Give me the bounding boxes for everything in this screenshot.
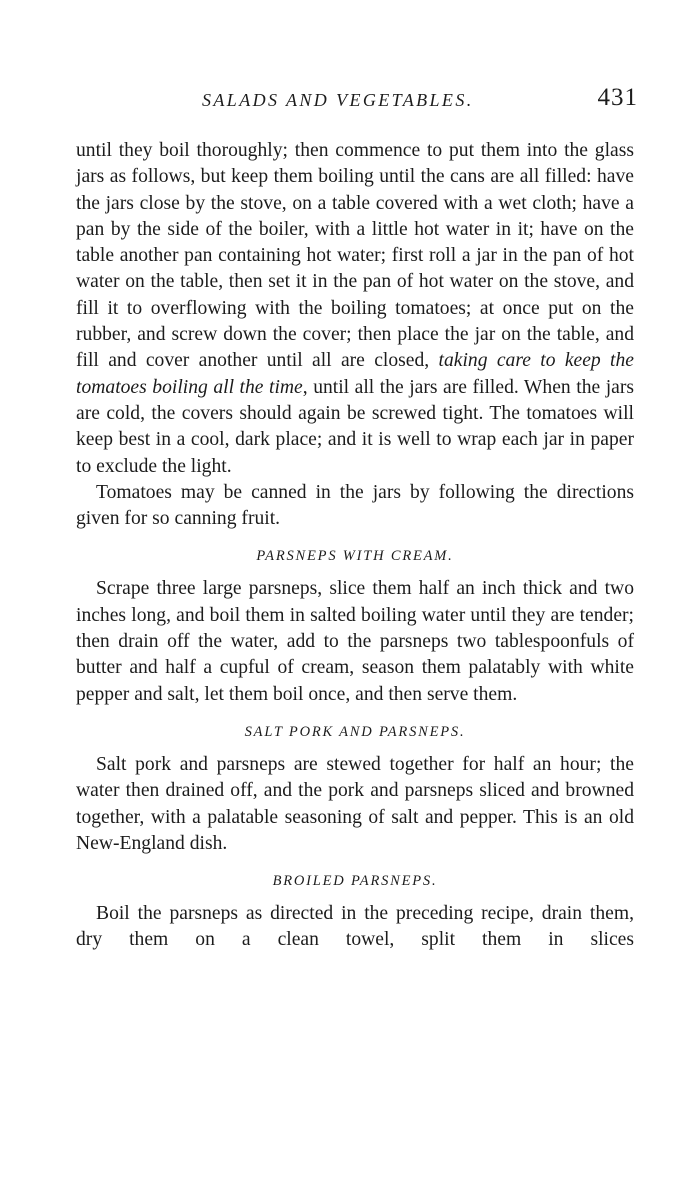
paragraph-tomato-note: Tomatoes may be canned in the jars by following the directions given for so canning fruit. bbox=[76, 481, 634, 530]
paragraph-tomato-canning bbox=[76, 138, 634, 480]
running-head bbox=[76, 84, 638, 124]
heading-parsneps-with-cream: PARSNEPS WITH CREAM. bbox=[256, 548, 454, 565]
running-title: SALADS AND VEGETABLES. bbox=[202, 90, 474, 110]
paragraph-text-cont: , until all the jars are filled. When the jars are cold, the covers should again be screwed tight. The tomatoes will keep best in a cool, dark place; and it is well to wrap each jar in paper to exclude the light. bbox=[76, 376, 635, 477]
body-text bbox=[76, 138, 634, 954]
heading-broiled-parsneps: BROILED PARSNEPS. bbox=[272, 873, 438, 890]
page-number: 431 bbox=[597, 84, 638, 111]
heading-salt-pork-and-parsneps: SALT PORK AND PARSNEPS. bbox=[244, 723, 466, 740]
emphasis-text: taking care to keep the tomatoes boiling all the time bbox=[76, 350, 634, 398]
book-page bbox=[76, 84, 638, 954]
paragraph-parsneps-with-cream: Scrape three large parsneps, slice them half an inch thick and two inches long, and boil them in salted boiling water until they are tender; then drain off the water, add to the parsneps two tablespoonfuls of butter and half a cupful of cream, season them palatably with white pepper and salt, let them boil once, and then serve them. bbox=[76, 578, 634, 705]
paragraph-text: until they boil thoroughly; then commence to put them into the glass jars as follows, but keep them boiling until the cans are all filled: have the jars close by the stove, on a table covered with a wet cloth; have a pan by the side of the boiler, with a little hot water in it; have on the table another pan containing hot water; first roll a jar in the pan of hot water on the table, then set it in the pan of hot water on the stove, and fill it to overflowing with the boiling tomatoes; at once put on the rubber, and screw down the cover; then place the jar on the table, and fill and cover another until all are closed, bbox=[76, 140, 634, 372]
paragraph-salt-pork-and-parsneps: Salt pork and parsneps are stewed together for half an hour; the water then drained off, and the pork and parsneps sliced and browned together, with a palatable seasoning of salt and pepper. This is an old New-England dish. bbox=[76, 753, 634, 854]
paragraph-broiled-parsneps: Boil the parsneps as directed in the preceding recipe, drain them, dry them on a clean towel, split them in slices bbox=[76, 903, 634, 951]
